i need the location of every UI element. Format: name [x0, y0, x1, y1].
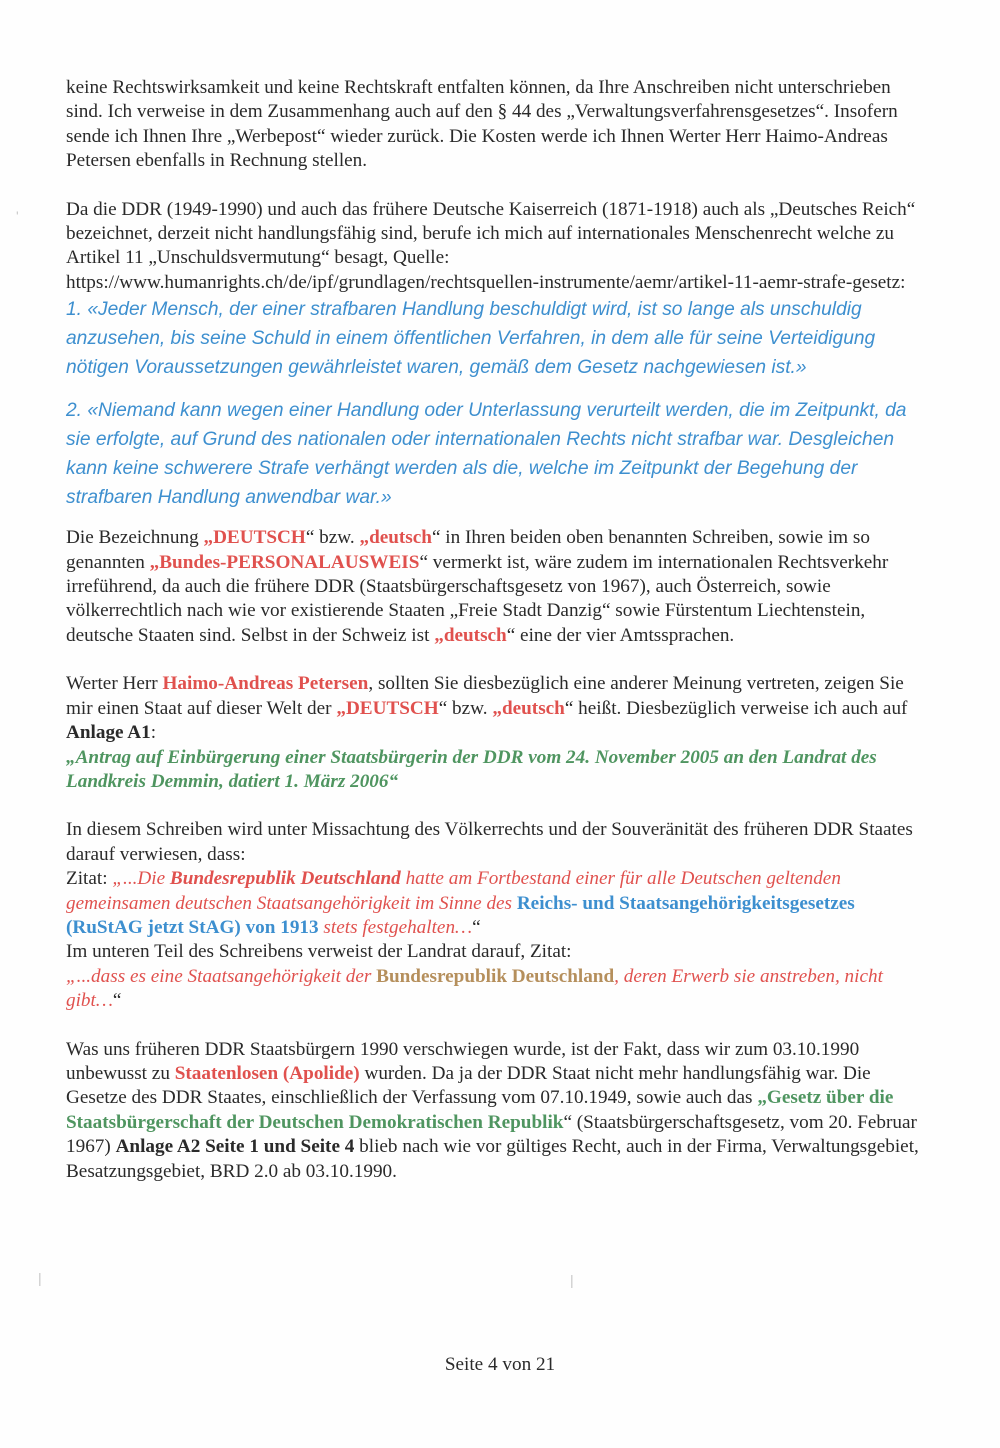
paragraph-zitat: In diesem Schreiben wird unter Missachtung des Völkerrechts und der Souveränität des früheren DDR Staates darauf verwiesen, dass: Zitat: „...Die Bundesrepublik Deutschland hatte am Fortbestand einer für alle Deutschen geltenden gemeinsamen deutschen Staatsangehörigkeit im Sinne des Reichs- und Staatsangehörigkeitsgesetzes (RuStAG jetzt StAG) von 1913 stets festgehalten…“ Im unteren Teil des Schreibens verweist der Landrat darauf, Zitat: „...dass es eine Staatsangehörigkeit der Bundesrepublik Deutschland, deren Erwerb sie anstreben, nicht gibt…“: [66, 819, 913, 1012]
highlight-deutsch-lower: „deutsch: [434, 624, 507, 646]
quote-article-11-1: 1. «Jeder Mensch, der einer strafbaren Handlung beschuldigt wird, ist so lange als unschuldig anzusehen, bis seine Schuld in einem öffentlichen Verfahren, in dem alle für seine Verteidigung nötigen Voraussetzungen gewährleistet waren, gemäß dem Gesetz nachgewiesen ist.»: [66, 299, 876, 379]
highlight-gesetz: „Gesetz über die Staatsbürgerschaft der Deutschen Demokratischen Republik: [66, 1087, 894, 1133]
highlight-deutsch-upper: „DEUTSCH: [203, 527, 306, 549]
highlight-brd: Bundesrepublik Deutschland: [169, 868, 401, 890]
highlight-personalausweis: „Bundes-PERSONALAUSWEIS: [149, 551, 420, 573]
scan-mark: |: [38, 1270, 42, 1286]
highlight-staatenlos: Staatenlosen (Apolide): [174, 1062, 360, 1084]
scan-mark: ': [16, 208, 19, 224]
paragraph-werter-herr: Werter Herr Haimo-Andreas Petersen, sollten Sie diesbezüglich eine anderer Meinung vertreten, zeigen Sie mir einen Staat auf dieser Welt der „DEUTSCH“ bzw. „deutsch“ heißt. Diesbezüglich verweise ich auch auf Anlage A1: „Antrag auf Einbürgerung einer Staatsbürgerin der DDR vom 24. November 2005 an den Landrat des Landkreis Demmin, datiert 1. März 2006“: [66, 673, 908, 792]
highlight-deutsch-upper: „DEUTSCH: [336, 697, 439, 719]
highlight-deutsch-lower: „deutsch: [359, 527, 432, 549]
anlage-a1-title: „Antrag auf Einbürgerung einer Staatsbürgerin der DDR vom 24. November 2005 an den Landrat des Landkreis Demmin, datiert 1. März 2006“: [66, 746, 877, 792]
page-number: Seite 4 von 21: [444, 1354, 556, 1375]
paragraph-bezeichnung: Die Bezeichnung „DEUTSCH“ bzw. „deutsch“ in Ihren beiden oben benannten Schreiben, sowie im so genannten „Bundes-PERSONALAUSWEIS“ vermerkt ist, wäre zudem im internationalen Rechtsverkehr irreführend, da auch die frühere DDR (Staatsbürgerschaftsgesetz von 1967), auch Österreich, sowie völkerrechtlich nach wie vor existierende Staaten „Freie Stadt Danzig“ sowie Fürstentum Liechtenstein, deutsche Staaten sind. Selbst in der Schweiz ist „deutsch“ eine der vier Amtssprachen.: [66, 527, 889, 646]
paragraph-ddr: Da die DDR (1949-1990) und auch das frühere Deutsche Kaiserreich (1871-1918) auch als „Deutsches Reich“ bezeichnet, derzeit nicht handlungsfähig sind, berufe ich mich auf internationales Menschenrecht welche zu Artikel 11 „Unschuldsvermutung“ besagt, Quelle: https://www.humanrights.ch/de/ipf/grundlagen/rechtsquellen-instrumente/aemr/artikel-11-aemr-strafe-gesetz:: [66, 198, 916, 293]
highlight-brd-tan: Bundesrepublik Deutschland: [376, 965, 615, 987]
highlight-deutsch-lower: „deutsch: [492, 697, 565, 719]
paragraph-intro: keine Rechtswirksamkeit und keine Rechtskraft entfalten können, da Ihre Anschreiben nicht unterschrieben sind. Ich verweise in dem Zusammenhang auch auf den § 44 des „Verwaltungsverfahrensgesetzes“. Insofern sende ich Ihnen Ihre „Werbepost“ wieder zurück. Die Kosten werde ich Ihnen Werter Herr Haimo-Andreas Petersen ebenfalls in Rechnung stellen.: [66, 77, 898, 172]
highlight-rustag: Reichs- und Staatsangehörigkeitsgesetzes (RuStAG jetzt StAG) von 1913: [66, 892, 855, 938]
quote-article-11-2: 2. «Niemand kann wegen einer Handlung oder Unterlassung verurteilt werden, die im Zeitpunkt, da sie erfolgte, auf Grund des nationalen oder internationalen Rechts nicht strafbar war. Desgleichen kann keine schwerere Strafe verhängt werden als die, welche im Zeitpunkt der Begehung der strafbaren Handlung anwendbar war.»: [66, 400, 907, 509]
scan-mark: |: [570, 1272, 574, 1288]
anlage-a2-ref: Anlage A2 Seite 1 und Seite 4: [115, 1136, 355, 1158]
document-body: [66, 76, 926, 1184]
highlight-name: Haimo-Andreas Petersen: [162, 673, 369, 695]
paragraph-staatenlos: Was uns früheren DDR Staatsbürgern 1990 verschwiegen wurde, ist der Fakt, dass wir zum 03.10.1990 unbewusst zu Staatenlosen (Apolide) wurden. Da ja der DDR Staat nicht mehr handlungsfähig war. Die Gesetze des DDR Staates, einschließlich der Verfassung vom 07.10.1949, sowie auch das „Gesetz über die Staatsbürgerschaft der Deutschen Demokratischen Republik“ (Staatsbürgerschaftsgesetz, vom 20. Februar 1967) Anlage A2 Seite 1 und Seite 4 blieb nach wie vor gültiges Recht, auch in der Firma, Verwaltungsgebiet, Besatzungsgebiet, BRD 2.0 ab 03.10.1990.: [66, 1038, 919, 1182]
anlage-a1-ref: Anlage A1: [66, 722, 151, 744]
